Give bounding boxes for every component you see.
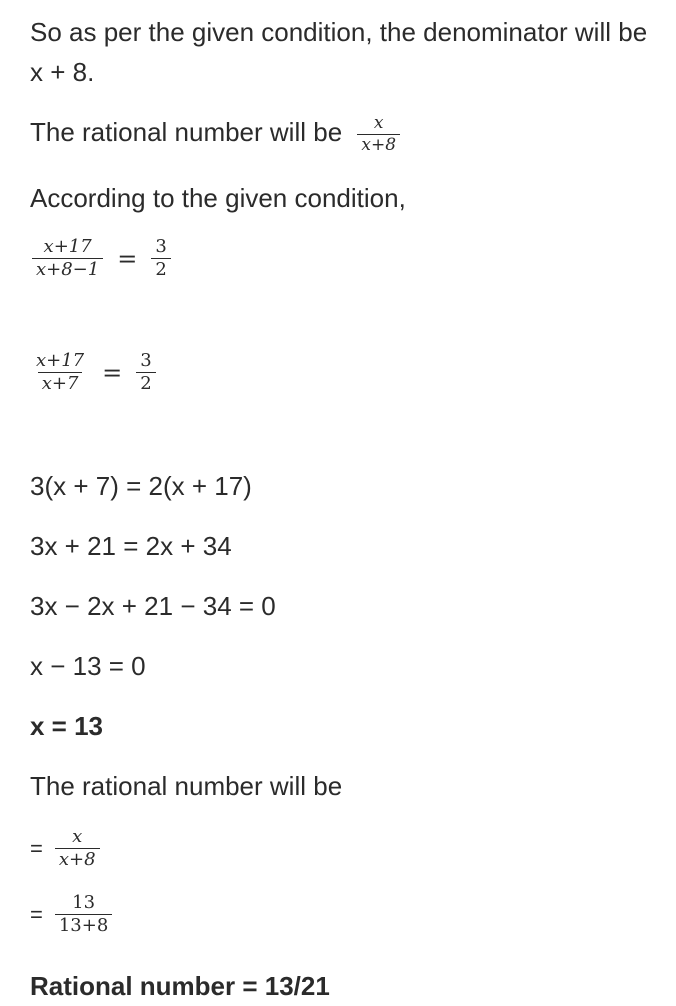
fraction-13-over-13-plus-8 xyxy=(55,892,112,937)
equation-1 xyxy=(32,236,171,281)
fraction-denominator: x+7 xyxy=(38,372,83,395)
equation-step-2: 3x + 21 = 2x + 34 xyxy=(30,531,232,561)
fraction-denominator: 2 xyxy=(136,372,155,395)
fraction-numerator: x+17 xyxy=(36,350,85,371)
fraction-rhs-2 xyxy=(136,350,155,395)
equation-2 xyxy=(32,350,156,395)
fraction-numerator: 3 xyxy=(155,236,167,257)
equation-result-x: x = 13 xyxy=(30,711,104,741)
fraction-denominator: x+8−1 xyxy=(32,258,103,281)
equation-step-4: x − 13 = 0 xyxy=(30,651,146,681)
fraction-denominator: 2 xyxy=(151,258,170,281)
fraction-rhs-1 xyxy=(151,236,170,281)
fraction-lhs-1 xyxy=(32,236,103,281)
equation-step-1: 3(x + 7) = 2(x + 17) xyxy=(30,471,252,501)
text-rational-number-intro xyxy=(30,112,400,156)
equals-sign: = xyxy=(117,244,138,273)
fraction-numerator: x+17 xyxy=(43,236,92,257)
fraction-numerator: x xyxy=(72,826,83,847)
fraction-lhs-2 xyxy=(32,350,88,395)
text-according-condition: According to the given condition, xyxy=(30,183,406,213)
text-rational-number-again: The rational number will be xyxy=(30,771,343,801)
fraction-denominator: x+8 xyxy=(357,134,400,156)
fraction-x-over-x-plus-8 xyxy=(357,113,400,156)
fraction-numerator: 13 xyxy=(72,892,96,913)
equation-substitute-1 xyxy=(30,826,100,871)
equals-sign: = xyxy=(30,901,43,927)
final-answer: Rational number = 13/21 xyxy=(30,971,330,1001)
fraction-denominator: x+8 xyxy=(55,848,100,871)
fraction-numerator: 3 xyxy=(140,350,152,371)
equals-sign: = xyxy=(30,835,43,861)
equation-substitute-2 xyxy=(30,892,112,937)
fraction-x-over-x-plus-8-b xyxy=(55,826,100,871)
fraction-denominator: 13+8 xyxy=(55,914,112,937)
text-denominator-condition: So as per the given condition, the denominator will be x + 8. xyxy=(30,17,648,87)
equals-sign: = xyxy=(102,358,123,387)
equation-step-3: 3x − 2x + 21 − 34 = 0 xyxy=(30,591,276,621)
text-rational-number-label: The rational number will be xyxy=(30,117,343,147)
fraction-numerator: x xyxy=(373,112,384,133)
